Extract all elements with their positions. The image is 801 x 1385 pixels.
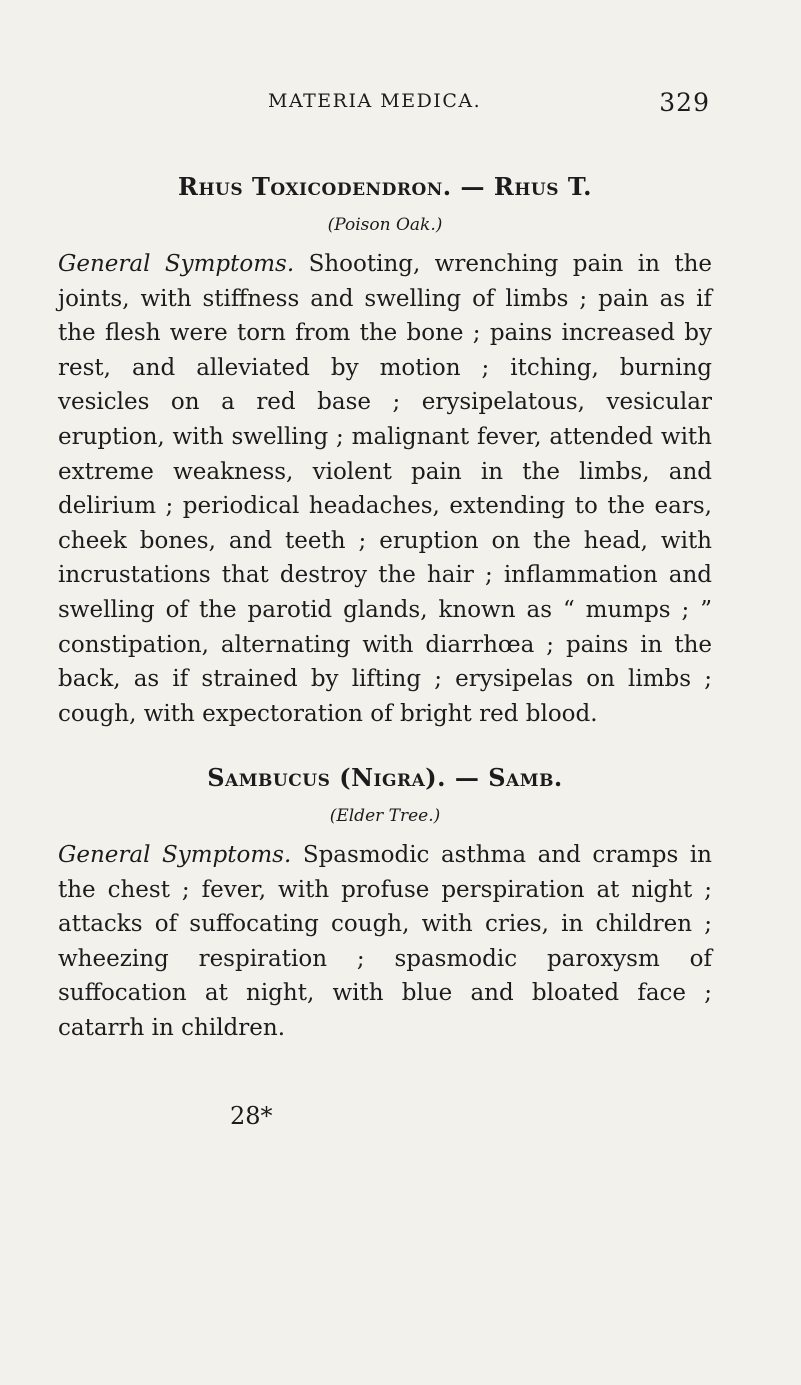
entry-heading: Rhus Toxicodendron. — Rhus T. bbox=[178, 172, 592, 201]
symptoms-text: Shooting, wrenching pain in the joints, with stiffness and swelling of limbs ; pain as if the flesh were torn from the bone ; pains increased by rest, and alleviated by motion ; itching, burning vesicles on a red base ; erysipelatous, vesicular eruption, with swelling ; malignant fever, attended with extreme weakness, violent pain in the limbs, and delirium ; periodical headaches, extending to the ears, cheek bones, and teeth ; eruption on the head, with incrustations that destroy the hair ; inflammation and swelling of the parotid glands, known as “ mumps ; ” constipation, alternating with diarrhœa ; pains in the back, as if strained by lifting ; erysipelas on limbs ; cough, with expectoration of bright red blood. bbox=[58, 251, 712, 727]
symptoms-text: Spasmodic asthma and cramps in the chest ; fever, with profuse perspiration at night ; attacks of suffocating cough, with cries, in children ; wheezing respiration ; spasmodic paroxysm of suffocation at night, with blue and bloated face ; catarrh in children. bbox=[58, 842, 712, 1041]
symptoms-label: General Symptoms. bbox=[58, 842, 292, 868]
symptoms-label: General Symptoms. bbox=[58, 251, 295, 277]
entry-body bbox=[58, 838, 712, 1046]
running-header bbox=[268, 88, 710, 118]
common-name: (Elder Tree.) bbox=[329, 806, 441, 826]
entry-body bbox=[58, 247, 712, 731]
common-name: (Poison Oak.) bbox=[327, 215, 443, 235]
page-number: 329 bbox=[659, 88, 710, 117]
entry-rhus-toxicodendron bbox=[58, 172, 712, 731]
running-title: MATERIA MEDICA. bbox=[268, 90, 482, 112]
signature-mark: 28* bbox=[230, 1102, 273, 1130]
entry-sambucus-nigra bbox=[58, 763, 712, 1046]
entry-heading: Sambucus (Nigra). — Samb. bbox=[207, 763, 563, 792]
